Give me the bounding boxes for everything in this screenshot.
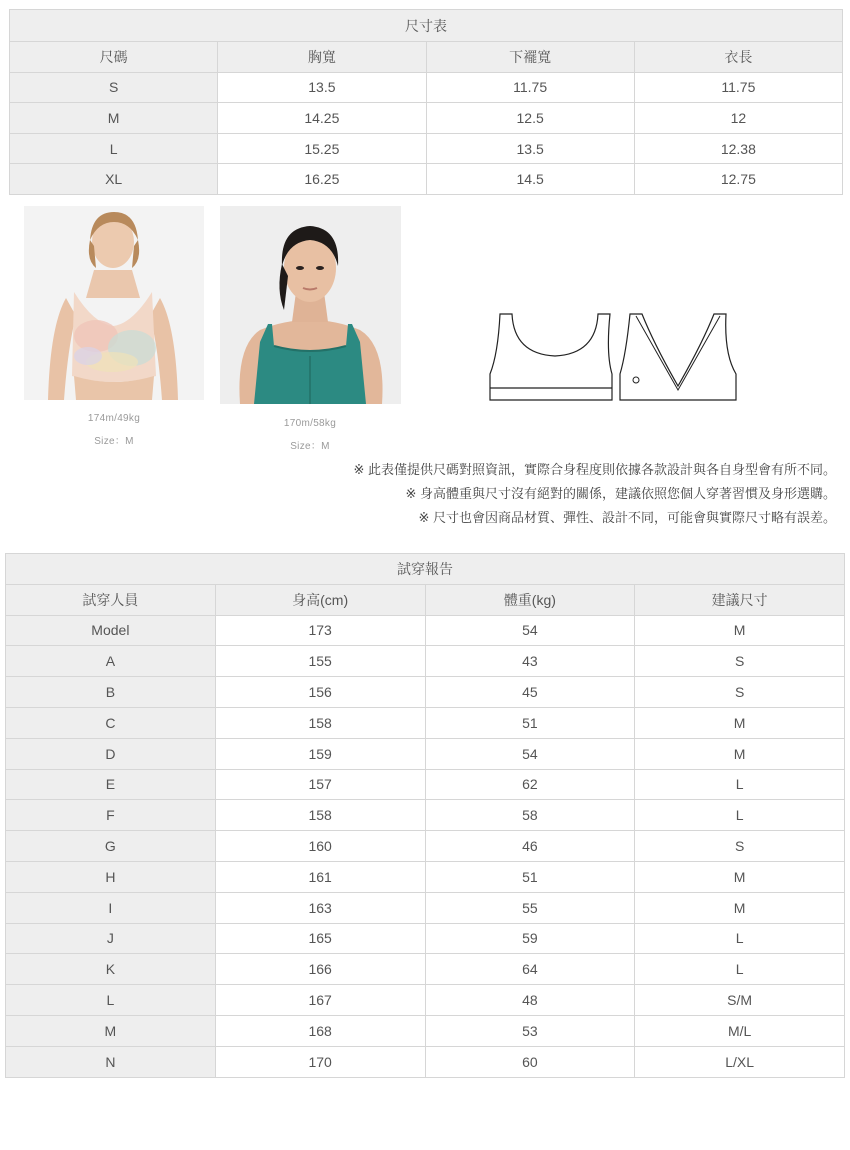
- model-2-size: Size：M: [290, 441, 330, 452]
- tester-label: B: [6, 677, 216, 708]
- tester-label: E: [6, 769, 216, 800]
- size-chart-row: [10, 103, 843, 134]
- fit-report-row: [6, 769, 845, 800]
- weight-cell: 59: [425, 923, 635, 954]
- tester-label: K: [6, 954, 216, 985]
- height-cell: 158: [215, 800, 425, 831]
- height-cell: 160: [215, 831, 425, 862]
- suggested-size-cell: S: [635, 677, 845, 708]
- hem-width-cell: 14.5: [426, 164, 634, 195]
- fit-report-row: [6, 985, 845, 1016]
- tester-label: Model: [6, 615, 216, 646]
- weight-cell: 53: [425, 1015, 635, 1046]
- fit-report-row: [6, 615, 845, 646]
- tester-label: G: [6, 831, 216, 862]
- size-chart-row: [10, 164, 843, 195]
- suggested-size-cell: S: [635, 831, 845, 862]
- fit-report-header: 身高(cm): [215, 584, 425, 615]
- fit-report-header-row: [6, 584, 845, 615]
- weight-cell: 54: [425, 738, 635, 769]
- suggested-size-cell: M: [635, 892, 845, 923]
- size-chart-header: 胸寬: [218, 42, 426, 73]
- size-chart-header: 尺碼: [10, 42, 218, 73]
- fit-report-row: [6, 646, 845, 677]
- fit-report-row: [6, 954, 845, 985]
- size-label: L: [10, 133, 218, 164]
- garment-sketch-illustration: [480, 304, 750, 414]
- fit-report-row: [6, 861, 845, 892]
- length-cell: 12: [634, 103, 842, 134]
- height-cell: 165: [215, 923, 425, 954]
- fit-report-title: 試穿報告: [6, 554, 845, 585]
- size-chart-header-row: [10, 42, 843, 73]
- height-cell: 167: [215, 985, 425, 1016]
- suggested-size-cell: S/M: [635, 985, 845, 1016]
- height-cell: 163: [215, 892, 425, 923]
- weight-cell: 45: [425, 677, 635, 708]
- size-chart-header: 衣長: [634, 42, 842, 73]
- weight-cell: 51: [425, 707, 635, 738]
- fit-report-row: [6, 707, 845, 738]
- height-cell: 159: [215, 738, 425, 769]
- size-chart-row: [10, 72, 843, 103]
- suggested-size-cell: S: [635, 646, 845, 677]
- model-1-stats: 174m/49kg: [87, 413, 141, 424]
- chest-width-cell: 16.25: [218, 164, 426, 195]
- model-photo-1: [24, 206, 204, 400]
- tester-label: A: [6, 646, 216, 677]
- weight-cell: 51: [425, 861, 635, 892]
- suggested-size-cell: M/L: [635, 1015, 845, 1046]
- suggested-size-cell: L: [635, 769, 845, 800]
- disclaimer-note-2: ※ 身高體重與尺寸沒有絕對的關係，建議依照您個人穿著習慣及身形選購。: [405, 486, 836, 501]
- weight-cell: 58: [425, 800, 635, 831]
- tester-label: F: [6, 800, 216, 831]
- size-label: M: [10, 103, 218, 134]
- fit-report-header: 建議尺寸: [635, 584, 845, 615]
- fit-report-row: [6, 1015, 845, 1046]
- fit-report-row: [6, 831, 845, 862]
- hem-width-cell: 13.5: [426, 133, 634, 164]
- size-label: XL: [10, 164, 218, 195]
- size-chart-title: 尺寸表: [10, 10, 843, 42]
- suggested-size-cell: L: [635, 923, 845, 954]
- model-2-stats: 170m/58kg: [283, 418, 337, 429]
- size-chart-header: 下襬寬: [426, 42, 634, 73]
- fit-report-table: [5, 553, 845, 1078]
- suggested-size-cell: L: [635, 954, 845, 985]
- weight-cell: 48: [425, 985, 635, 1016]
- hem-width-cell: 12.5: [426, 103, 634, 134]
- fit-report-row: [6, 738, 845, 769]
- height-cell: 156: [215, 677, 425, 708]
- tester-label: I: [6, 892, 216, 923]
- suggested-size-cell: M: [635, 861, 845, 892]
- chest-width-cell: 15.25: [218, 133, 426, 164]
- disclaimer-note-3: ※ 尺寸也會因商品材質、彈性、設計不同，可能會與實際尺寸略有誤差。: [418, 510, 836, 525]
- tester-label: J: [6, 923, 216, 954]
- weight-cell: 60: [425, 1046, 635, 1077]
- chest-width-cell: 14.25: [218, 103, 426, 134]
- suggested-size-cell: M: [635, 707, 845, 738]
- length-cell: 12.75: [634, 164, 842, 195]
- height-cell: 161: [215, 861, 425, 892]
- tester-label: L: [6, 985, 216, 1016]
- size-label: S: [10, 72, 218, 103]
- weight-cell: 46: [425, 831, 635, 862]
- fit-report-title-row: [6, 554, 845, 585]
- tester-label: N: [6, 1046, 216, 1077]
- size-chart-title-row: [10, 10, 843, 42]
- fit-report-row: [6, 800, 845, 831]
- fit-report-row: [6, 677, 845, 708]
- suggested-size-cell: M: [635, 738, 845, 769]
- weight-cell: 62: [425, 769, 635, 800]
- weight-cell: 64: [425, 954, 635, 985]
- tester-label: H: [6, 861, 216, 892]
- tester-label: M: [6, 1015, 216, 1046]
- length-cell: 12.38: [634, 133, 842, 164]
- weight-cell: 55: [425, 892, 635, 923]
- chest-width-cell: 13.5: [218, 72, 426, 103]
- weight-cell: 43: [425, 646, 635, 677]
- height-cell: 173: [215, 615, 425, 646]
- suggested-size-cell: L: [635, 800, 845, 831]
- model-photo-2: [220, 206, 401, 404]
- fit-report-header: 體重(kg): [425, 584, 635, 615]
- height-cell: 157: [215, 769, 425, 800]
- tester-label: C: [6, 707, 216, 738]
- tester-label: D: [6, 738, 216, 769]
- weight-cell: 54: [425, 615, 635, 646]
- size-chart-row: [10, 133, 843, 164]
- length-cell: 11.75: [634, 72, 842, 103]
- model-1-size: Size：M: [94, 436, 134, 447]
- size-chart-table: [9, 9, 843, 195]
- fit-report-row: [6, 1046, 845, 1077]
- fit-report-row: [6, 892, 845, 923]
- hem-width-cell: 11.75: [426, 72, 634, 103]
- suggested-size-cell: L/XL: [635, 1046, 845, 1077]
- disclaimer-note-1: ※ 此表僅提供尺碼對照資訊，實際合身程度則依據各款設計與各自身型會有所不同。: [353, 462, 836, 477]
- height-cell: 166: [215, 954, 425, 985]
- fit-report-row: [6, 923, 845, 954]
- height-cell: 155: [215, 646, 425, 677]
- height-cell: 168: [215, 1015, 425, 1046]
- suggested-size-cell: M: [635, 615, 845, 646]
- fit-report-header: 試穿人員: [6, 584, 216, 615]
- height-cell: 170: [215, 1046, 425, 1077]
- height-cell: 158: [215, 707, 425, 738]
